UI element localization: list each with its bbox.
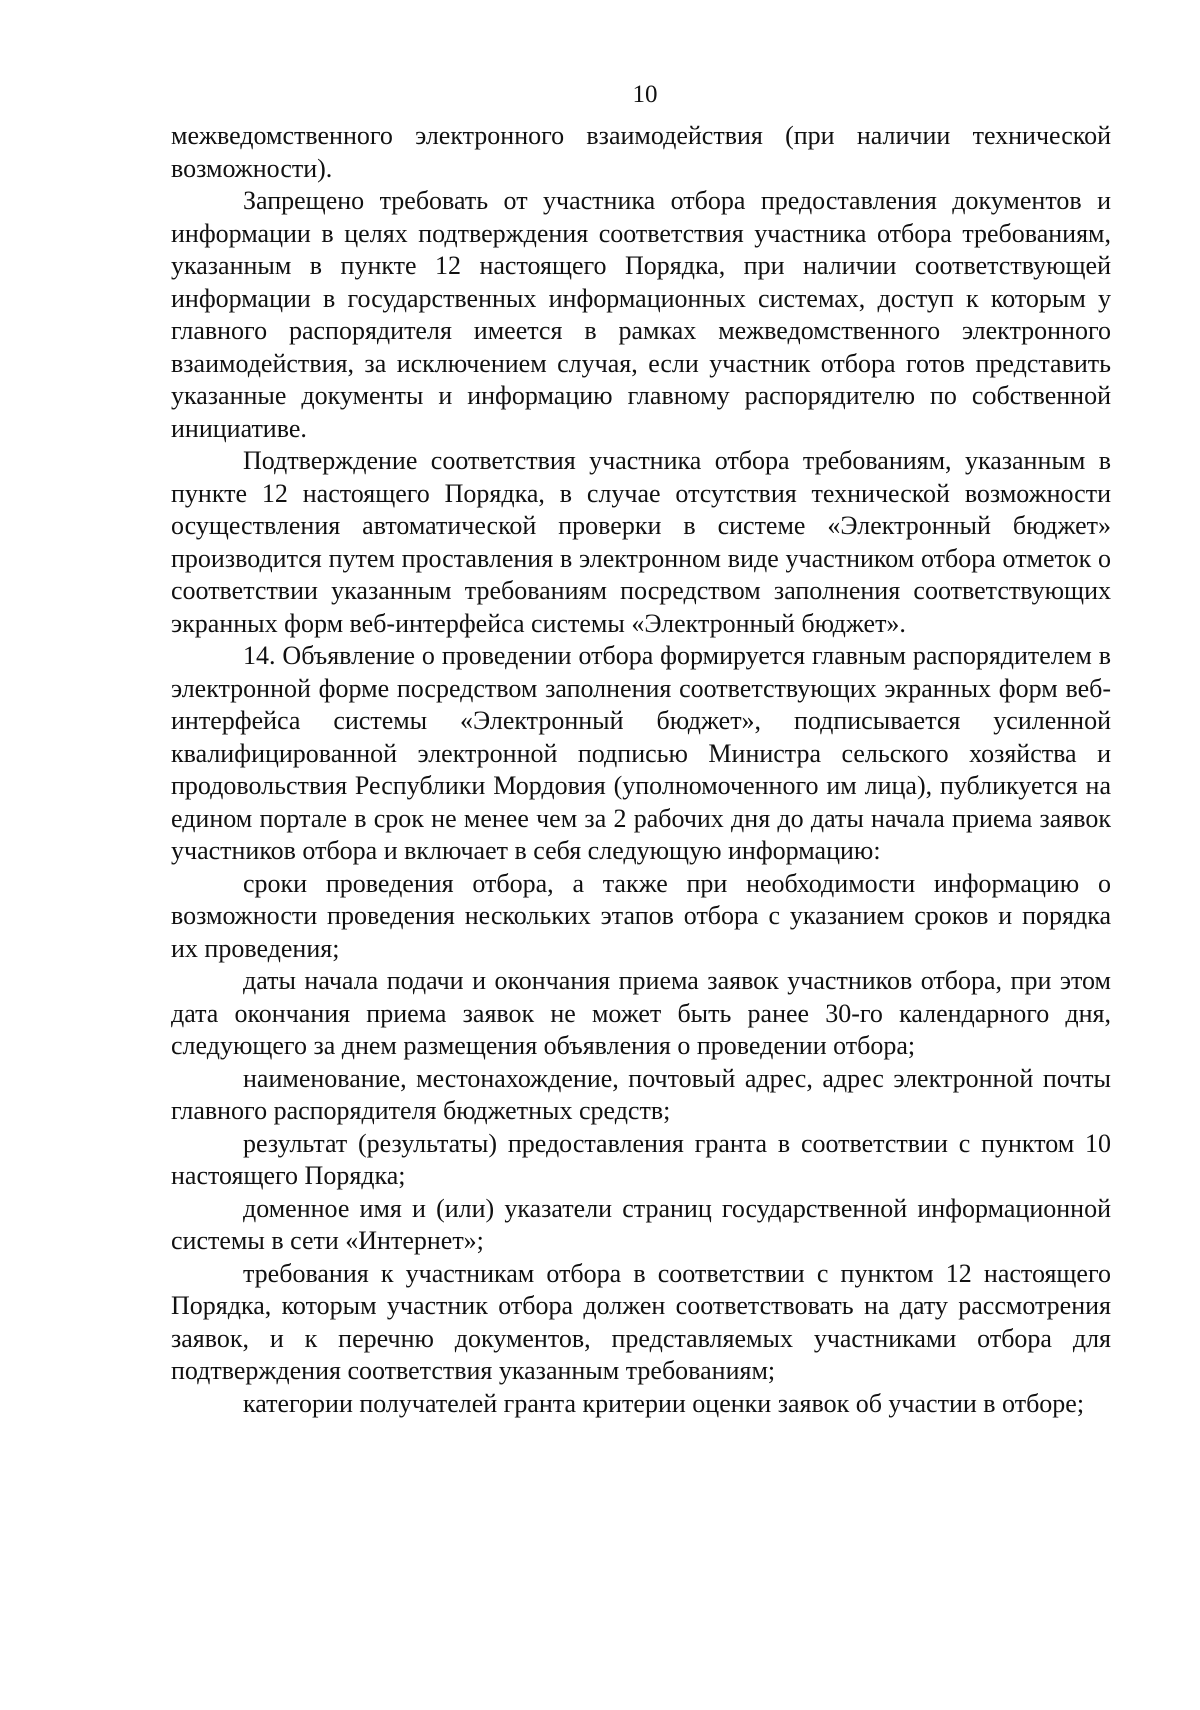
list-item-categories: категории получателей гранта критерии оценки заявок об участии в отборе; xyxy=(243,1388,1085,1418)
list-item-domain: доменное имя и (или) указатели страниц государственной информационной системы в сети «Интернет»; xyxy=(171,1193,1111,1255)
paragraph-prohibition: Запрещено требовать от участника отбора предоставления документов и информации в целях подтверждения соответствия участника отбора требованиям, указанным в пункте 12 настоящего Порядка, при наличии соответствующей информации в государственных информационных системах, доступ к которым у главного распорядителя имеется в рамках межведомственного электронного взаимодействия, за исключением случая, если участник отбора готов представить указанные документы и информацию главному распорядителю по собственной инициативе. xyxy=(171,186,1111,443)
list-item-contacts: наименование, местонахождение, почтовый адрес, адрес электронной почты главного распорядителя бюджетных средств; xyxy=(171,1063,1111,1125)
paragraph-confirmation: Подтверждение соответствия участника отбора требованиям, указанным в пункте 12 настоящего Порядка, в случае отсутствия технической возможности осуществления автоматической проверки в системе «Электронный бюджет» производится путем проставления в электронном виде участником отбора отметок о соответствии указанным требованиям посредством заполнения соответствующих экранных форм веб-интерфейса системы «Электронный бюджет». xyxy=(171,446,1111,638)
document-body xyxy=(171,120,1111,1420)
list-item-terms: сроки проведения отбора, а также при необходимости информацию о возможности проведения нескольких этапов отбора с указанием сроков и порядка их проведения; xyxy=(171,868,1111,963)
paragraph-continuation: межведомственного электронного взаимодействия (при наличии технической возможности). xyxy=(171,121,1111,183)
paragraph-item-14: 14. Объявление о проведении отбора формируется главным распорядителем в электронной форме посредством заполнения соответствующих экранных форм веб-интерфейса системы «Электронный бюджет», подписывается усиленной квалифицированной электронной подписью Министра сельского хозяйства и продовольствия Республики Мордовия (уполномоченного им лица), публикуется на едином портале в срок не менее чем за 2 рабочих дня до даты начала приема заявок участников отбора и включает в себя следующую информацию: xyxy=(171,641,1111,865)
list-item-dates: даты начала подачи и окончания приема заявок участников отбора, при этом дата окончания приема заявок не может быть ранее 30-го календарного дня, следующего за днем размещения объявления о проведении отбора; xyxy=(171,966,1111,1060)
page-number: 10 xyxy=(632,81,658,108)
list-item-results: результат (результаты) предоставления гранта в соответствии с пунктом 10 настоящего Порядка; xyxy=(171,1128,1111,1190)
list-item-requirements: требования к участникам отбора в соответствии с пунктом 12 настоящего Порядка, которым участник отбора должен соответствовать на дату рассмотрения заявок, и к перечню документов, представляемых участниками отбора для подтверждения соответствия указанным требованиям; xyxy=(171,1258,1111,1385)
